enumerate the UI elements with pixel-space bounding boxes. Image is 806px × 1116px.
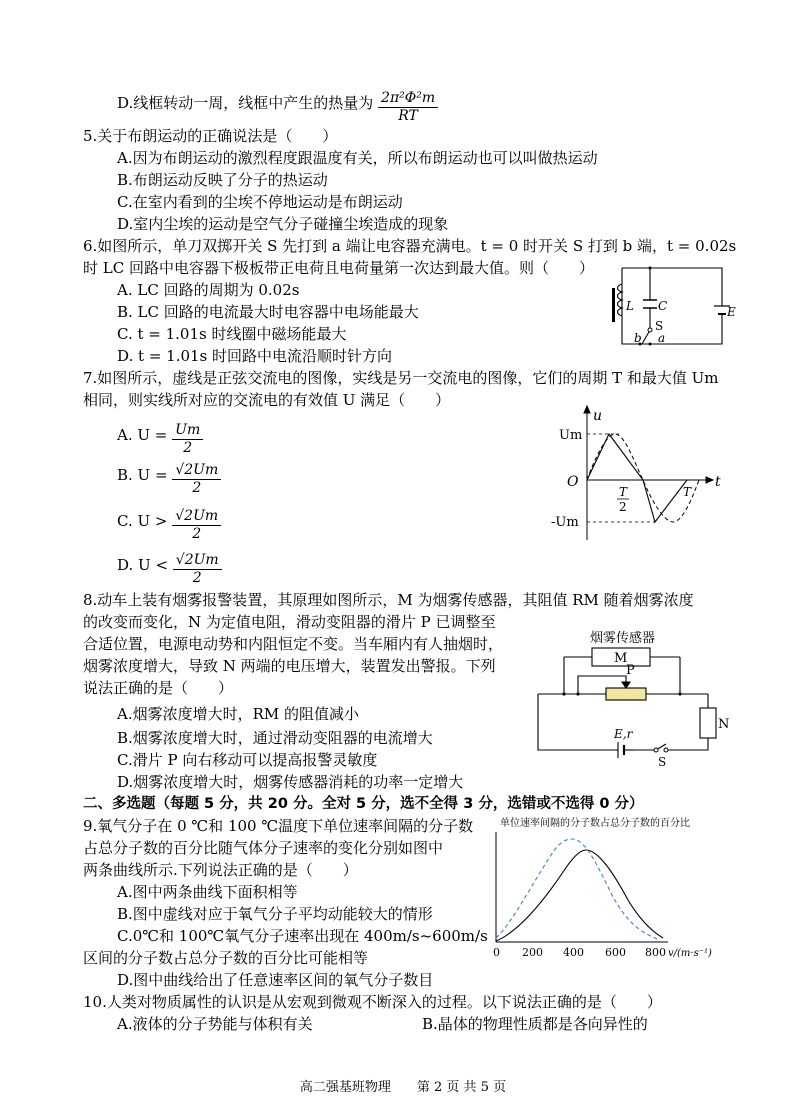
- x-tick-600: 600: [605, 946, 626, 959]
- page-footer: 高二强基班物理 第 2 页 共 5 页: [299, 1080, 507, 1095]
- q8-line4: 烟雾浓度增大，导致 N 两端的电压增大，装置发出警报。下列: [83, 657, 496, 675]
- q7-option-b-label: B. U =: [117, 466, 168, 484]
- inductor-core-icon: [612, 288, 615, 322]
- q6-option-a: A. LC 回路的周期为 0.02s: [117, 281, 300, 299]
- q6-option-b: B. LC 回路的电流最大时电容器中电场能最大: [117, 303, 419, 321]
- q9-option-c-cont: 区间的分子数占总分子数的百分比可能相等: [83, 949, 369, 967]
- q7-option-d-numerator: √2Um: [173, 552, 222, 570]
- q8-option-a: A.烟雾浓度增大时，RM 的阻值减小: [117, 705, 360, 723]
- label-b: b: [634, 331, 642, 345]
- q4-fraction-denominator: RT: [398, 108, 418, 124]
- label-L: L: [626, 299, 634, 313]
- q5-option-d: D.室内尘埃的运动是空气分子碰撞尘埃造成的现象: [117, 215, 449, 233]
- q9-speed-distribution-chart: [488, 812, 728, 964]
- axis-label-u: u: [593, 408, 603, 424]
- q10-option-b: B.晶体的物理性质都是各向异性的: [422, 1015, 648, 1033]
- x-tick-0: 0: [493, 946, 500, 959]
- label-S: S: [655, 319, 664, 333]
- q8-line5: 说法正确的是（ ）: [83, 679, 234, 697]
- x-tick-800: 800: [645, 946, 666, 959]
- q7-option-a-numerator: Um: [172, 422, 203, 440]
- q7-stem-line1: 7.如图所示，虚线是正弦交流电的图像，实线是另一交流电的图像，它们的周期 T 和最大值 Um: [83, 369, 719, 387]
- q7-option-a-fraction: [172, 422, 203, 457]
- q8-option-d: D.烟雾浓度增大时，烟雾传感器消耗的功率一定增大: [117, 773, 464, 791]
- q8-line2: 的改变而变化，N 为定值电阻，滑动变阻器的滑片 P 已调整至: [83, 613, 496, 631]
- q9-line1: 9.氧气分子在 0 ℃和 100 ℃温度下单位速率间隔的分子数: [83, 817, 474, 835]
- q9-option-a: A.图中两条曲线下面积相等: [117, 883, 298, 901]
- q7-option-b: [117, 462, 221, 497]
- q7-option-a: [117, 422, 203, 457]
- q7-option-d-label: D. U <: [117, 556, 169, 574]
- q7-waveform-graph: [545, 404, 735, 544]
- q9-line2: 占总分子数的百分比随气体分子速率的变化分别如图中: [83, 839, 444, 857]
- q5-option-a: A.因为布朗运动的激烈程度跟温度有关，所以布朗运动也可以叫做热运动: [117, 149, 598, 167]
- q7-option-d-denominator: 2: [192, 570, 202, 586]
- label-C: C: [658, 299, 668, 313]
- label-Er: E,r: [614, 727, 633, 741]
- q7-option-c-denominator: 2: [192, 526, 202, 542]
- label-neg-Um: -Um: [551, 515, 579, 530]
- label-N: N: [718, 717, 730, 732]
- label-a: a: [658, 331, 666, 345]
- label-Um: Um: [559, 428, 583, 443]
- q10-stem: 10.人类对物质属性的认识是从宏观到微观不断深入的过程。以下说法正确的是（ ）: [83, 993, 662, 1011]
- q7-option-a-denominator: 2: [183, 440, 193, 456]
- q4-option-d: [117, 90, 438, 125]
- label-half-period-num: T: [619, 485, 628, 499]
- q4-option-d-text: D.线框转动一周，线框中产生的热量为: [117, 94, 374, 112]
- q7-option-c-fraction: [172, 508, 221, 543]
- q4-option-d-fraction: [378, 90, 438, 125]
- q6-lc-circuit-diagram: [600, 258, 750, 354]
- label-period: T: [683, 485, 692, 499]
- q7-option-d: [117, 552, 222, 587]
- q8-line1: 8.动车上装有烟雾报警装置，其原理如图所示，M 为烟雾传感器，其阻值 RM 随着烟雾浓度: [83, 591, 694, 609]
- q7-option-b-fraction: [172, 462, 221, 497]
- q7-option-d-fraction: [173, 552, 222, 587]
- q6-stem-line1: 6.如图所示，单刀双掷开关 S 先打到 a 端让电容器充满电。t = 0 时开关 S 打到 b 端，t = 0.02s: [83, 237, 737, 255]
- q7-option-c-numerator: √2Um: [172, 508, 221, 526]
- q9-option-d: D.图中曲线给出了任意速率区间的氧气分子数目: [117, 971, 434, 989]
- chart-title: 单位速率间隔的分子数占总分子数的百分比: [500, 818, 690, 829]
- q8-smoke-alarm-circuit: [534, 628, 734, 768]
- q8-line3: 合适位置，电源电动势和内阻恒定不变。当车厢内有人抽烟时，: [83, 635, 504, 653]
- q7-option-b-denominator: 2: [192, 480, 202, 496]
- q10-option-a: A.液体的分子势能与体积有关: [117, 1015, 313, 1033]
- x-axis-label: v/(m·s⁻¹): [668, 948, 712, 959]
- q9-option-b: B.图中虚线对应于氧气分子平均动能较大的情形: [117, 905, 433, 923]
- section-2-heading: 二、多选题（每题 5 分，共 20 分。全对 5 分，选不全得 3 分，选错或不选得 0 分）: [83, 796, 644, 812]
- q7-option-c: [117, 508, 221, 543]
- q7-stem-line2: 相同，则实线所对应的交流电的有效值 U 满足（ ）: [83, 391, 451, 409]
- q6-stem-line2: 时 LC 回路中电容器下极板带正电荷且电荷量第一次达到最大值。则（ ）: [83, 259, 594, 277]
- x-tick-200: 200: [522, 946, 543, 959]
- q5-option-c: C.在室内看到的尘埃不停地运动是布朗运动: [117, 193, 403, 211]
- q5-stem: 5.关于布朗运动的正确说法是（ ）: [83, 127, 338, 145]
- q9-option-c: C.0℃和 100℃氧气分子速率出现在 400m/s~600m/s: [117, 927, 488, 945]
- x-tick-400: 400: [563, 946, 584, 959]
- q7-option-c-label: C. U >: [117, 512, 168, 530]
- label-M: M: [614, 651, 628, 666]
- q5-option-b: B.布朗运动反映了分子的热运动: [117, 171, 328, 189]
- label-half-period-den: 2: [619, 500, 627, 514]
- q8-option-c: C.滑片 P 向右移动可以提高报警灵敏度: [117, 751, 378, 769]
- q8-option-b: B.烟雾浓度增大时，通过滑动变阻器的电流增大: [117, 729, 433, 747]
- q7-option-b-numerator: √2Um: [172, 462, 221, 480]
- label-S: S: [658, 755, 667, 768]
- label-P: P: [626, 663, 635, 678]
- q7-option-a-label: A. U =: [117, 426, 168, 444]
- label-E: E: [727, 305, 736, 319]
- q6-option-c: C. t = 1.01s 时线圈中磁场能最大: [117, 325, 347, 343]
- q9-line3: 两条曲线所示.下列说法正确的是（ ）: [83, 861, 358, 879]
- sensor-title: 烟雾传感器: [590, 631, 656, 646]
- q4-fraction-numerator: 2π²Φ²m: [378, 90, 438, 108]
- label-origin: O: [567, 474, 579, 490]
- q6-option-d: D. t = 1.01s 时回路中电流沿顺时针方向: [117, 347, 393, 365]
- axis-label-t: t: [715, 474, 721, 490]
